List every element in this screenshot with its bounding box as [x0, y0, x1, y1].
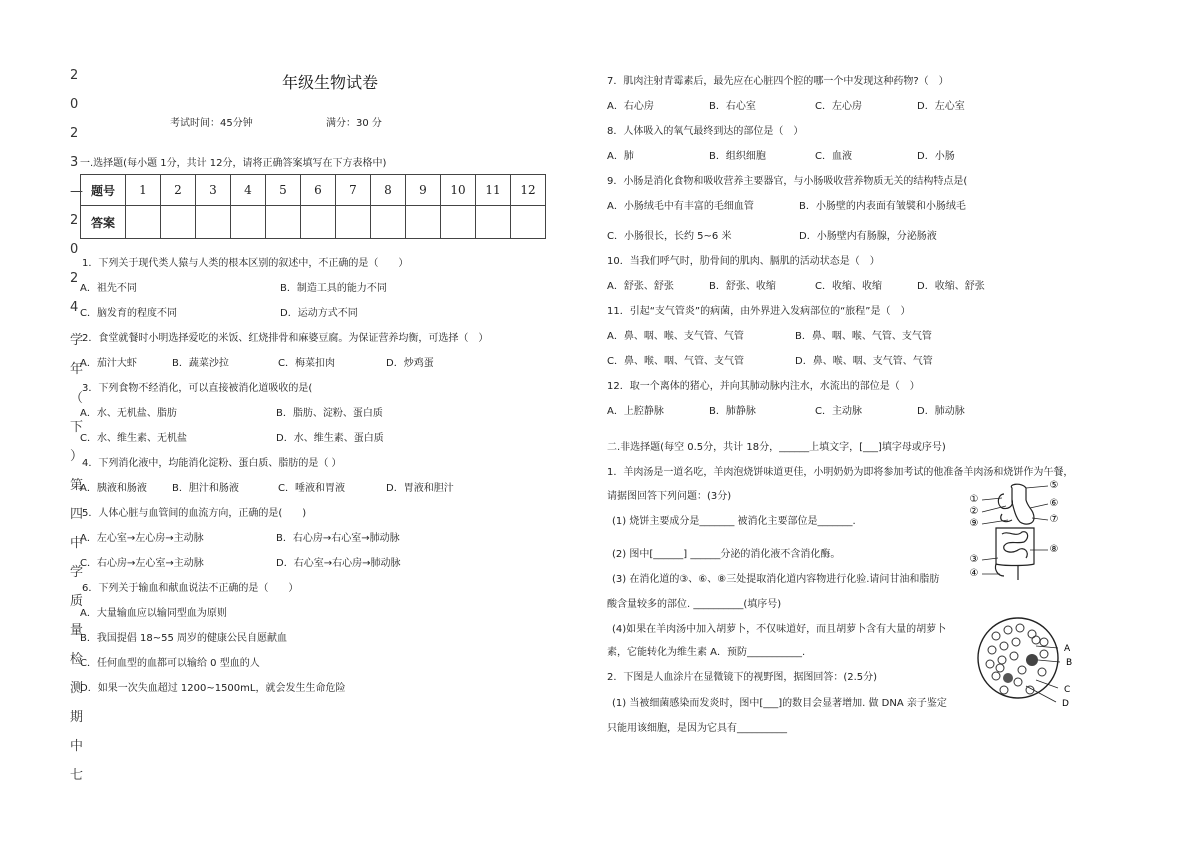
- red-blood-cell: [1004, 626, 1012, 634]
- vertical-header-char: 下: [70, 420, 84, 435]
- answer-table-answer-label: 答案: [81, 206, 126, 239]
- question-stem: 9．小肠是消化食物和吸收营养主要器官，与小肠吸收营养物质无关的结构特点是(: [607, 176, 968, 187]
- question-stem: 8．人体吸入的氧气最终到达的部位是（ ）: [607, 126, 804, 137]
- answer-option: A．舒张、舒张: [607, 281, 674, 292]
- q1-part-2: (2) 图中[______] ______分泌的消化液不含消化酶。: [612, 549, 841, 560]
- red-blood-cell: [1040, 650, 1048, 658]
- red-blood-cell: [992, 632, 1000, 640]
- question-number-cell: 10: [441, 175, 476, 206]
- vertical-header-char: 质: [70, 594, 84, 609]
- answer-option: C．血液: [815, 151, 852, 162]
- answer-option: C．鼻、喉、咽、气管、支气管: [607, 356, 744, 367]
- digestive-organ-label: ③: [969, 554, 979, 565]
- digestive-organ-label: ②: [969, 506, 979, 517]
- q2-intro: 2．下图是人血涂片在显微镜下的视野图，据图回答：(2.5分): [607, 672, 878, 683]
- question-number-cell: 7: [336, 175, 371, 206]
- answer-option: A．左心室→左心房→主动脉: [80, 533, 204, 544]
- q1-part-3: (3) 在消化道的③、⑥、⑧三处提取消化道内容物进行化验.请问甘油和脂肪: [612, 574, 940, 585]
- question-stem: 1．下列关于现代类人猿与人类的根本区别的叙述中，不正确的是（ ）: [82, 258, 409, 269]
- digestive-organ-label: ⑧: [1049, 544, 1059, 555]
- answer-option: D．胃液和胆汁: [386, 483, 454, 494]
- answer-cell[interactable]: [301, 206, 336, 239]
- vertical-header-char: 中: [70, 739, 84, 754]
- answer-cell[interactable]: [196, 206, 231, 239]
- q1-part-3b: 酸含量较多的部位. __________(填序号): [607, 599, 782, 610]
- question-stem: 2．食堂就餐时小明选择爱吃的米饭、红烧排骨和麻婆豆腐。为保证营养均衡，可选择（ ）: [82, 333, 489, 344]
- answer-cell[interactable]: [231, 206, 266, 239]
- red-blood-cell: [1010, 652, 1018, 660]
- vertical-header-char: 2: [70, 213, 79, 228]
- question-number-cell: 12: [511, 175, 546, 206]
- q1-intro-b: 请据图回答下列问题：(3分): [607, 491, 732, 502]
- red-blood-cell: [1000, 642, 1008, 650]
- leader-line: [1030, 504, 1048, 508]
- question-stem: 7．肌肉注射青霉素后，最先应在心脏四个腔的哪一个中发现这种药物?（ ）: [607, 76, 949, 87]
- answer-option: A．水、无机盐、脂肪: [80, 408, 177, 419]
- red-blood-cell: [1028, 630, 1036, 638]
- answer-option: A．肺: [607, 151, 634, 162]
- q1-part-1: (1) 烧饼主要成分是_______ 被消化主要部位是_______.: [612, 516, 856, 527]
- answer-option: C．主动脉: [815, 406, 862, 417]
- answer-option: C．唾液和胃液: [278, 483, 345, 494]
- red-blood-cell: [1018, 666, 1026, 674]
- answer-option: B．制造工具的能力不同: [280, 283, 387, 294]
- blood-cell-label: B: [1066, 658, 1073, 668]
- digestive-organ-label: ④: [969, 568, 979, 579]
- answer-option: B．右心室: [709, 101, 756, 112]
- answer-option: B．小肠壁的内表面有皱襞和小肠绒毛: [799, 201, 966, 212]
- answer-option: D．运动方式不同: [280, 308, 358, 319]
- leader-line: [1026, 486, 1048, 488]
- answer-option: D．鼻、喉、咽、支气管、气管: [795, 356, 933, 367]
- digestive-organ-label: ⑥: [1049, 498, 1059, 509]
- answer-option: D．右心室→右心房→肺动脉: [276, 558, 401, 569]
- vertical-header-char: 2: [70, 271, 79, 286]
- q1-intro-a: 1．羊肉汤是一道名吃，羊肉泡烧饼味道更佳，小明奶奶为即将参加考试的他准备羊肉汤和烧饼作为午餐，: [607, 467, 1074, 478]
- vertical-header-char: 期: [70, 710, 84, 725]
- answer-option: C．收缩、收缩: [815, 281, 882, 292]
- answer-option: C．水、维生素、无机盐: [80, 433, 187, 444]
- answer-cell[interactable]: [336, 206, 371, 239]
- answer-option: D．收缩、舒张: [917, 281, 985, 292]
- vertical-header-char: 第: [70, 478, 84, 493]
- vertical-header-char: 量: [70, 623, 84, 638]
- answer-option: A．鼻、咽、喉、支气管、气管: [607, 331, 744, 342]
- answer-option: A．上腔静脉: [607, 406, 664, 417]
- answer-option: D．肺动脉: [917, 406, 965, 417]
- answer-option: D．小肠壁内有肠腺，分泌肠液: [799, 231, 937, 242]
- vertical-header-char: 中: [70, 536, 84, 551]
- answer-option: C．右心房→左心室→主动脉: [80, 558, 204, 569]
- vertical-header-char: 0: [70, 97, 79, 112]
- question-number-cell: 8: [371, 175, 406, 206]
- answer-option: A．右心房: [607, 101, 654, 112]
- question-number-cell: 11: [476, 175, 511, 206]
- answer-cell[interactable]: [476, 206, 511, 239]
- answer-option: C．脑发育的程度不同: [80, 308, 177, 319]
- page-title: 年级生物试卷: [282, 73, 379, 92]
- answer-option: C．梅菜扣肉: [278, 358, 335, 369]
- question-number-cell: 1: [126, 175, 161, 206]
- q1-part-4: (4)如果在羊肉汤中加入胡萝卜，不仅味道好，而且胡萝卜含有大量的胡萝卜: [612, 624, 947, 635]
- vertical-header-char: 2: [70, 68, 79, 83]
- vertical-header-char: 2: [70, 126, 79, 141]
- answer-option: D．如果一次失血超过 1200~1500mL，就会发生生命危险: [80, 683, 346, 694]
- red-blood-cell: [1014, 678, 1022, 686]
- answer-option: D．炒鸡蛋: [386, 358, 434, 369]
- answer-option: C．任何血型的血都可以输给 0 型血的人: [80, 658, 260, 669]
- red-blood-cell: [998, 656, 1006, 664]
- answer-option: D．左心室: [917, 101, 965, 112]
- answer-table-header-label: 题号: [81, 175, 126, 206]
- vertical-header-char: 测: [70, 681, 84, 696]
- vertical-header-char: （: [70, 391, 84, 406]
- answer-option: B．脂肪、淀粉、蛋白质: [276, 408, 383, 419]
- question-stem: 6．下列关于输血和献血说法不正确的是（ ）: [82, 583, 299, 594]
- answer-cell[interactable]: [126, 206, 161, 239]
- answer-option: B．鼻、咽、喉、气管、支气管: [795, 331, 932, 342]
- q2-part-1b: 只能用该细胞，是因为它具有__________: [607, 723, 787, 734]
- answer-cell[interactable]: [371, 206, 406, 239]
- question-stem: 5．人体心脏与血管间的血流方向，正确的是( ): [82, 508, 307, 519]
- vertical-header-char: 0: [70, 242, 79, 257]
- answer-option: B．右心房→右心室→肺动脉: [276, 533, 400, 544]
- question-stem: 4．下列消化液中，均能消化淀粉、蛋白质、脂肪的是（ ）: [82, 458, 342, 469]
- question-stem: 12．取一个离体的猪心，并向其肺动脉内注水，水流出的部位是（ ）: [607, 381, 920, 392]
- vertical-header-char: ）: [70, 449, 84, 464]
- answer-cell[interactable]: [406, 206, 441, 239]
- answer-option: A．大量输血应以输同型血为原则: [80, 608, 227, 619]
- answer-option: A．茄汁大虾: [80, 358, 137, 369]
- answer-option: A．祖先不同: [80, 283, 137, 294]
- full-score: 满分：30 分: [326, 118, 382, 129]
- question-number-cell: 2: [161, 175, 196, 206]
- q1-part-4b: 素，它能转化为维生素 A．预防___________.: [607, 647, 806, 658]
- answer-option: B．胆汁和肠液: [172, 483, 239, 494]
- question-stem: 10．当我们呼气时，肋骨间的肌肉、膈肌的活动状态是（ ）: [607, 256, 880, 267]
- vertical-header-char: 七: [70, 768, 84, 783]
- red-blood-cell: [1016, 624, 1024, 632]
- leader-line: [982, 506, 1006, 512]
- question-number-cell: 4: [231, 175, 266, 206]
- question-number-cell: 3: [196, 175, 231, 206]
- red-blood-cell: [988, 646, 996, 654]
- blood-cell-label: A: [1064, 644, 1071, 654]
- section1-heading: 一.选择题(每小题 1分，共计 12分，请将正确答案填写在下方表格中): [80, 158, 387, 169]
- answer-option: B．舒张、收缩: [709, 281, 776, 292]
- answer-table: [80, 174, 546, 239]
- red-blood-cell: [996, 664, 1004, 672]
- vertical-header-char: —: [70, 184, 83, 199]
- answer-option: A．小肠绒毛中有丰富的毛细血管: [607, 201, 754, 212]
- red-blood-cell: [986, 660, 994, 668]
- answer-cell[interactable]: [161, 206, 196, 239]
- vertical-header-char: 四: [70, 507, 84, 522]
- question-number-cell: 6: [301, 175, 336, 206]
- answer-option: A．胰液和肠液: [80, 483, 147, 494]
- question-number-cell: 5: [266, 175, 301, 206]
- red-blood-cell: [1040, 638, 1048, 646]
- digestive-organ-label: ⑨: [969, 518, 979, 529]
- blood-cell-label: D: [1062, 699, 1069, 709]
- vertical-header-char: 检: [70, 652, 84, 667]
- question-stem: 11．引起“支气管炎”的病菌，由外界进入发病部位的“旅程”是（ ）: [607, 306, 911, 317]
- answer-cell[interactable]: [266, 206, 301, 239]
- section2-heading: 二.非选择题(每空 0.5分，共计 18分，______上填文字，[___]填字母或序号): [607, 442, 946, 453]
- answer-cell[interactable]: [511, 206, 546, 239]
- q2-part-1: (1) 当被细菌感染而发炎时，图中[___]的数目会显著增加. 做 DNA 亲子鉴定: [612, 698, 947, 709]
- digestive-system-figure: [968, 480, 1066, 584]
- blood-cell-label: C: [1064, 685, 1071, 695]
- red-blood-cell: [1012, 638, 1020, 646]
- red-blood-cell: [1032, 636, 1040, 644]
- vertical-header-char: 年: [70, 362, 84, 377]
- digestive-organ-label: ⑦: [1049, 514, 1059, 525]
- vertical-header-char: 4: [70, 300, 79, 315]
- answer-option: C．左心房: [815, 101, 862, 112]
- answer-option: B．组织细胞: [709, 151, 766, 162]
- vertical-header-char: 学: [70, 333, 84, 348]
- answer-option: C．小肠很长，长约 5~6 米: [607, 231, 732, 242]
- vertical-header-char: 学: [70, 565, 84, 580]
- red-blood-cell: [1000, 686, 1008, 694]
- answer-cell[interactable]: [441, 206, 476, 239]
- vertical-header-char: 3: [70, 155, 79, 170]
- answer-option: D．水、维生素、蛋白质: [276, 433, 384, 444]
- answer-option: B．蔬菜沙拉: [172, 358, 229, 369]
- exam-time: 考试时间：45分钟: [170, 118, 253, 129]
- red-blood-cell: [992, 672, 1000, 680]
- question-number-cell: 9: [406, 175, 441, 206]
- answer-option: B．我国提倡 18~55 周岁的健康公民自愿献血: [80, 633, 288, 644]
- digestive-organ-label: ①: [969, 494, 979, 505]
- answer-option: B．肺静脉: [709, 406, 756, 417]
- answer-option: D．小肠: [917, 151, 955, 162]
- red-blood-cell: [1038, 668, 1046, 676]
- digestive-organ-label: ⑤: [1049, 480, 1059, 491]
- blood-smear-figure: [974, 610, 1078, 714]
- question-stem: 3．下列食物不经消化，可以直接被消化道吸收的是(: [82, 383, 313, 394]
